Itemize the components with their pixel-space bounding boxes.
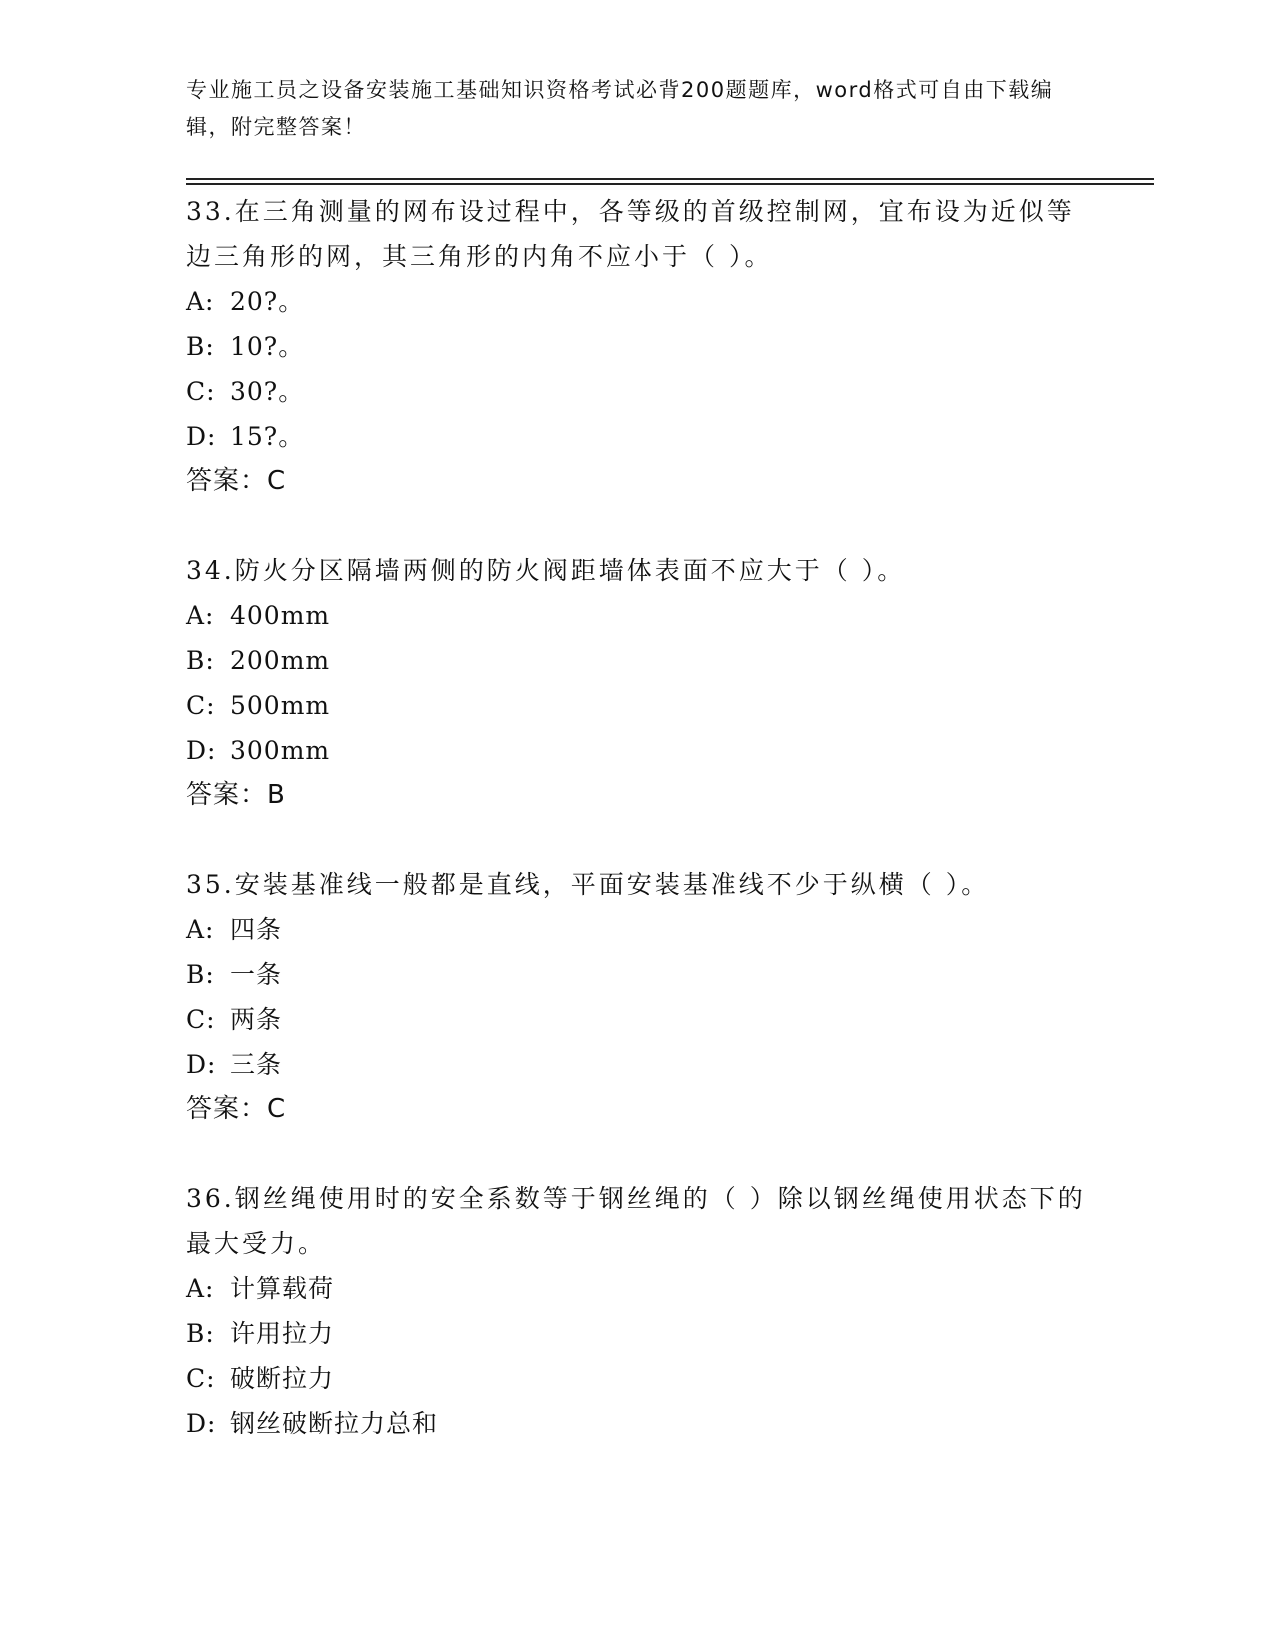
option-letter: D:	[186, 736, 217, 765]
answer-line: 答案：C	[186, 466, 287, 496]
answer-line: 答案：C	[186, 1094, 287, 1124]
option-c	[186, 997, 1086, 1042]
option-letter: A:	[186, 287, 215, 316]
option-letter: A:	[186, 601, 215, 630]
option-letter: A:	[186, 915, 215, 944]
option-letter: D:	[186, 422, 217, 451]
option-b	[186, 324, 1086, 369]
document-header: 专业施工员之设备安装施工基础知识资格考试必背200题题库，word格式可自由下载编辑，附完整答案！	[186, 78, 1054, 139]
question-35	[186, 862, 1086, 1132]
question-34	[186, 548, 1086, 818]
option-letter: D:	[186, 1409, 217, 1438]
option-text: 10?。	[230, 332, 305, 361]
option-letter: B:	[186, 960, 215, 989]
option-letter: A:	[186, 1274, 215, 1303]
option-d	[186, 414, 1086, 459]
question-stem: 36.钢丝绳使用时的安全系数等于钢丝绳的（ ）除以钢丝绳使用状态下的最大受力。	[186, 1184, 1086, 1258]
option-letter: C:	[186, 691, 216, 720]
option-c	[186, 369, 1086, 414]
option-b	[186, 638, 1086, 683]
option-c	[186, 683, 1086, 728]
option-text: 20?。	[230, 287, 305, 316]
option-text: 许用拉力	[230, 1319, 335, 1348]
option-a	[186, 593, 1086, 638]
option-text: 破断拉力	[230, 1364, 335, 1393]
option-a	[186, 907, 1086, 952]
option-text: 钢丝破断拉力总和	[230, 1409, 439, 1438]
option-b	[186, 952, 1086, 997]
option-text: 三条	[230, 1050, 283, 1079]
option-text: 两条	[230, 1005, 283, 1034]
option-text: 300mm	[230, 736, 331, 765]
question-stem: 33.在三角测量的网布设过程中，各等级的首级控制网，宜布设为近似等边三角形的网，其三角形的内角不应小于（ ）。	[186, 197, 1075, 271]
header-divider-top	[186, 178, 1154, 180]
header-divider-bottom	[186, 183, 1154, 185]
option-c	[186, 1356, 1086, 1401]
option-a	[186, 279, 1086, 324]
option-text: 15?。	[230, 422, 305, 451]
option-text: 四条	[230, 915, 283, 944]
option-text: 计算载荷	[230, 1274, 335, 1303]
option-text: 200mm	[230, 646, 331, 675]
option-letter: C:	[186, 1005, 216, 1034]
option-letter: B:	[186, 646, 215, 675]
question-33	[186, 189, 1086, 504]
option-d	[186, 728, 1086, 773]
option-text: 500mm	[230, 691, 331, 720]
option-letter: D:	[186, 1050, 217, 1079]
question-36	[186, 1176, 1086, 1446]
option-text: 400mm	[230, 601, 331, 630]
option-letter: B:	[186, 1319, 215, 1348]
option-b	[186, 1311, 1086, 1356]
option-a	[186, 1266, 1086, 1311]
option-letter: B:	[186, 332, 215, 361]
option-letter: C:	[186, 377, 216, 406]
answer-line: 答案：B	[186, 780, 286, 810]
option-d	[186, 1401, 1086, 1446]
option-text: 30?。	[230, 377, 305, 406]
option-text: 一条	[230, 960, 283, 989]
question-stem: 35.安装基准线一般都是直线，平面安装基准线不少于纵横（ ）。	[186, 870, 990, 899]
option-d	[186, 1042, 1086, 1087]
option-letter: C:	[186, 1364, 216, 1393]
question-stem: 34.防火分区隔墙两侧的防火阀距墙体表面不应大于（ ）。	[186, 556, 906, 585]
question-list	[186, 188, 1086, 1490]
